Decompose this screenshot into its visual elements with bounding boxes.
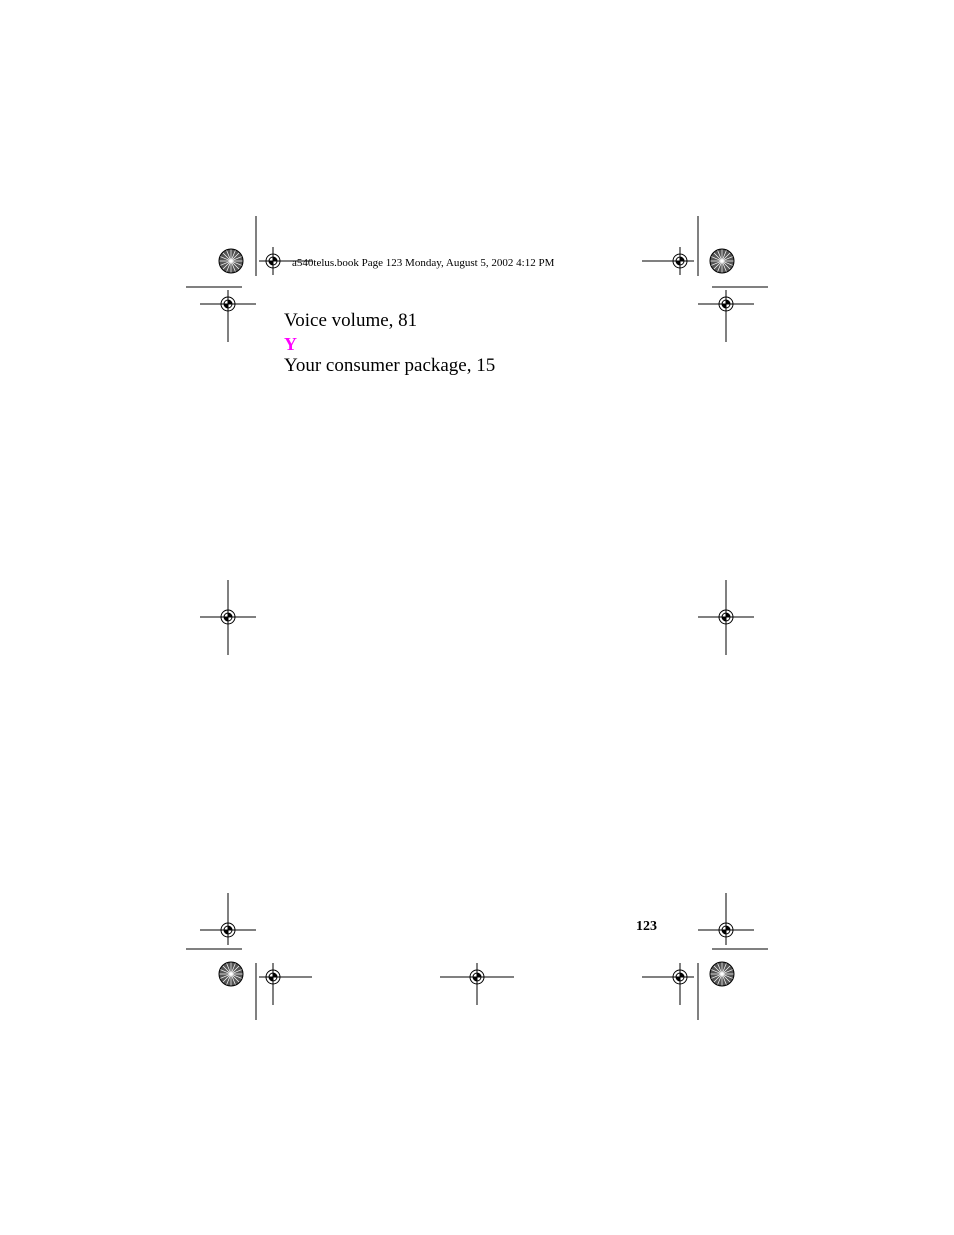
print-info-header: a540telus.book Page 123 Monday, August 5, 2002 4:12 PM: [292, 257, 555, 269]
index-entry-consumer-package: Your consumer package, 15: [284, 355, 496, 376]
star-target-icon: [219, 962, 243, 986]
page-number: 123: [636, 919, 657, 934]
index-entry-voice-volume: Voice volume, 81: [284, 310, 418, 331]
star-target-icon: [710, 249, 734, 273]
index-section-letter: Y: [284, 334, 297, 354]
star-target-icon: [219, 249, 243, 273]
star-target-icon: [710, 962, 734, 986]
